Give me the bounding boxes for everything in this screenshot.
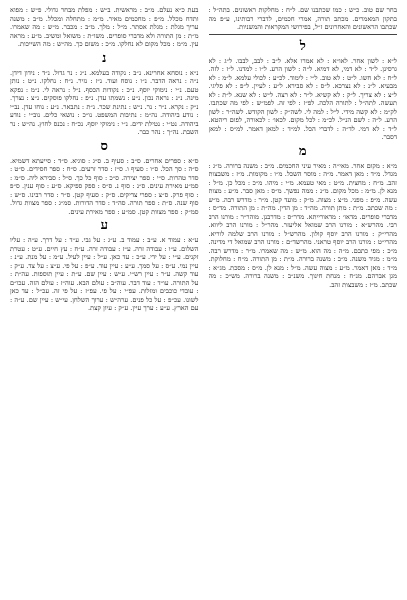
section-letter: ס [100, 138, 108, 154]
right-column [209, 6, 398, 594]
section-letter: ע [100, 218, 108, 233]
entry-block: מ״א : מקום אחר. מאי״ה : מאיר עיני החכמים. מ״ב : משנה ברורה. מ״ג : מגדל. מ״ד : מאן דאמר. מ״ה : מוסר השכל. מ״ו : מקומות. מ״ז : משבצות זהב. מ״ח : מחצית. מ״ט : מאי טעמא. מ״י : מיהו. מ״כ : מכל כן. מ״ל : מנא לן. מ״מ : מכל מקום. מ״נ : ממה נפשך. מ״ס : מאן סבר. מ״ע : מצות עשה. מ״פ : מפני. מ״צ : מצוה. מ״ק : מועד קטן. מ״ר : מדרש רבה. מ״ש : מה שכתב. מ״ת : מתן תורה. מה״ד : מן הדין. מה״ת : מן התורה. מד״ס : מדברי סופרים. מדאו׳ : מדאורייתא. מדר״ס : מדרבנן. מוהר״ר : מורנו הרב רבי. מהרש״א : מורנו הרב שמואל אליעזר. מהר״ל : מורנו הרב ליווא. מהרי״ק : מורנו הרב יוסף קולון. מהרש״ל : מורנו הרב שלמה לוריא. מהרי״ט : מורנו הרב יוסף טראני. מהרשד״ם : מורנו הרב שמואל די מדינה. מ״כ : מפי כתבם. מ״ה : מה הוא. מ״ש : מה שאמרו. מ״ר : מדרש רבה. מ״מ : מגיד משנה. מ״ב : משנה ברורה. מ״ת : מן התורה. מ״ח : מחלוקת. מ״ד : מאן דאמר. מ״ע : מצוה עשה. מ״ל : מנא לן. מ״ס : מסכת. מג״א : מגן אברהם. מנ״ח : מנחת חינוך. משנ״ב : משנה ברורה. מש״כ : מה שכתב. מ״ז : משבצות זהב. [208, 161, 397, 289]
section-letter: מ [298, 143, 307, 159]
entry-block: בעת כ״א נעלם. מ״ב : מראשית. ב״ש : מפלת מבחר גדולי. פ״ש : מפוא ותדח מכלל. מ״פ : מחכמים מאיר. מ״מ : מתחלה ומכלל. מ״ב : משנה עריך מגלת : מגלת אסתר. מ״ל : מלך. מ״ב : מכבר. מ״ש : מה שאמרו. מ״ת : מן התורה ולא מדברי סופרים. משו״ת : משואל ומשיב. מ״ע : מראה עין. מ״מ : מכל מקום לא נחלקו. מ״כ : משום כך. מה״ש : מה השייכות. [10, 6, 199, 48]
entry-block: ע״א : עמוד א. ע״ב : עמוד ב. ע״ג : על גבי. ע״ד : על דרך. ע״ה : עליו השלום. ע״ו : עבודה זרה. ע״ז : עבודה זרה. ע״ח : עץ חיים. ע״ט : עטרת זקנים. ע״י : על ידי. ע״כ : עד כאן. ע״ל : עיין לעיל. ע״מ : על מנת. ע״נ : עיין נמי. ע״ס : על סמך. ע״ע : עיין עוד. ע״פ : על פי. ע״צ : על צד. ע״ק : עוד קשה. ע״ר : עיין רש״י. ע״ש : עיין שם. ע״ת : עיין תוספות. עה״ת : על התורה. עו״ד : עוד דבר. עוה״ב : עולם הבא. עוה״ז : עולם הזה. עכו״ם : עובדי כוכבים ומזלות. עפ״י : על פי. עפ״ז : על פי זה. עכ״ל : עד כאן לשונו. עכ״פ : על כל פנים. ערה״ש : ערוך השלחן. עי״ש : עיין שם. ע״ה : עם הארץ. ע״ע : ערך עיין. ע״ק : עיון קצת. [10, 236, 199, 312]
entry-block: ל״א : לשון אחר. לאו״א : לא אמרו אלא. ל״ב : לבב, לבבו. ל״ג : לא גרסינן. ל״ד : לא דמי, לא דמיא. ל״ה : לשון הרע. ל״ו : למדנו. ל״ז : לזה. ל״ח : לא חשו. ל״ט : לא טוב. ל״י : לימוד. לכ״ע : לכולי עלמא. ל״מ : לא מבעיא. ל״נ : לא נצרכא. ל״ס : לא סבירא. ל״ע : לעיין. ל״פ : לא פליגי. ל״צ : לא צריך. ל״ק : לא קשיא. ל״ר : לא רצה. ל״ש : לא שנא. ל״ת : לא תעשה. לתה״ל : לתורה הלכה. לפ״ז : לפי זה. לפמ״ש : לפי מה שכתבו. לק״מ : לא קשה מידי. ל״ל : למה לי. לשה״ק : לשון הקודש. לשה״ר : לשון הרע. ל״ה : לשם הנ״ל. לכ״מ : לכל מקום. לכאו׳ : לכאורה, לפום ריהטא. ל״ד : לא דמי. לד״ה : לדברי הכל. למ״ד : למאן דאמר. למ״ס : למאן דסבר. [208, 56, 397, 141]
entry-block: ס״א : ספרים אחרים. ס״ב : סעיף ב. ס״ג : סוגיא. ס״ד : סייעתא דשמיא. ס״ה : סך הכל. ס״ו : סעיף ו. ס״ז : סדר זרעים. ס״ח : ספר חסידים. ס״ט : סדר טהרות. ס״י : ספר יצירה. ס״כ : סוף כל כך. ס״ל : סבירא ליה. ס״מ : סמ״ע מאירת עינים. ס״נ : סוף נ. ס״ס : ספק ספיקא. ס״ע : סוף ענין. ס״פ : סוף פרק. ס״צ : ספרי צדיקים. ס״ק : סעיף קטן. ס״ר : סדר רבינו. ס״ש : סוף שנה. ס״ת : ספר תורה. סה״ד : סדר הדורות. סמ״ג : ספר מצוות גדול. סמ״ק : ספר מצוות קטן. סמ״ע : ספר מאירת עינים. [10, 156, 199, 216]
divider [209, 34, 398, 35]
entry-block: בחר שם טוב. כ״ש : כמו שכתבנו שם. ל״ח : מחלקות ראשונים. בתה״ל : בתקון המאמרים. מכתב תורה, אמרי חכמים, לדברי רבותינו, ע״פ מה שכתבו הראשונים והאחרונים ז״ל, בפירושי המקראות והמשניות. [208, 6, 397, 31]
section-letter: ל [299, 38, 306, 54]
left-column [10, 6, 199, 594]
entry-block: נ״א : נוסחא אחרינא. נ״ב : נקודה בעלמא. נ״ג : נר גדול. נ״ד : נידון דידן. נ״ה : נראה הדבר. נ״ו : נוסח ועוד. נ״ז : נזיר. נ״ח : נחלקו. נ״ט : נותן טעם. נ״י : נימוקי יוסף. נ״כ : נקודות הכסף. נ״ל : נראה לי. נ״מ : נפקא מינה. נ״נ : נראה נכון. נ״ע : נשמתו עדן. נ״פ : נחלקו פוסקים. נ״צ : נצרך. נ״ק : נקרא. נ״ר : נר. נ״ש : נתינת שכר. נ״ת : נתבאר. נ״ע : נוחו עדן. נב״י : נודע ביהודה. נה״מ : נתיבות המשפט. נו״כ : נושאי כלים. נוב״י : נודע ביהודה. נט״י : נטילת ידים. נ״י : נימוקי יוסף. נכ״ח : נכנס לחוץ. נה״ש : נר השבת. נה״ך : נהר כבר. [10, 68, 199, 136]
two-column-layout [10, 6, 397, 594]
section-letter: נ [102, 50, 107, 66]
